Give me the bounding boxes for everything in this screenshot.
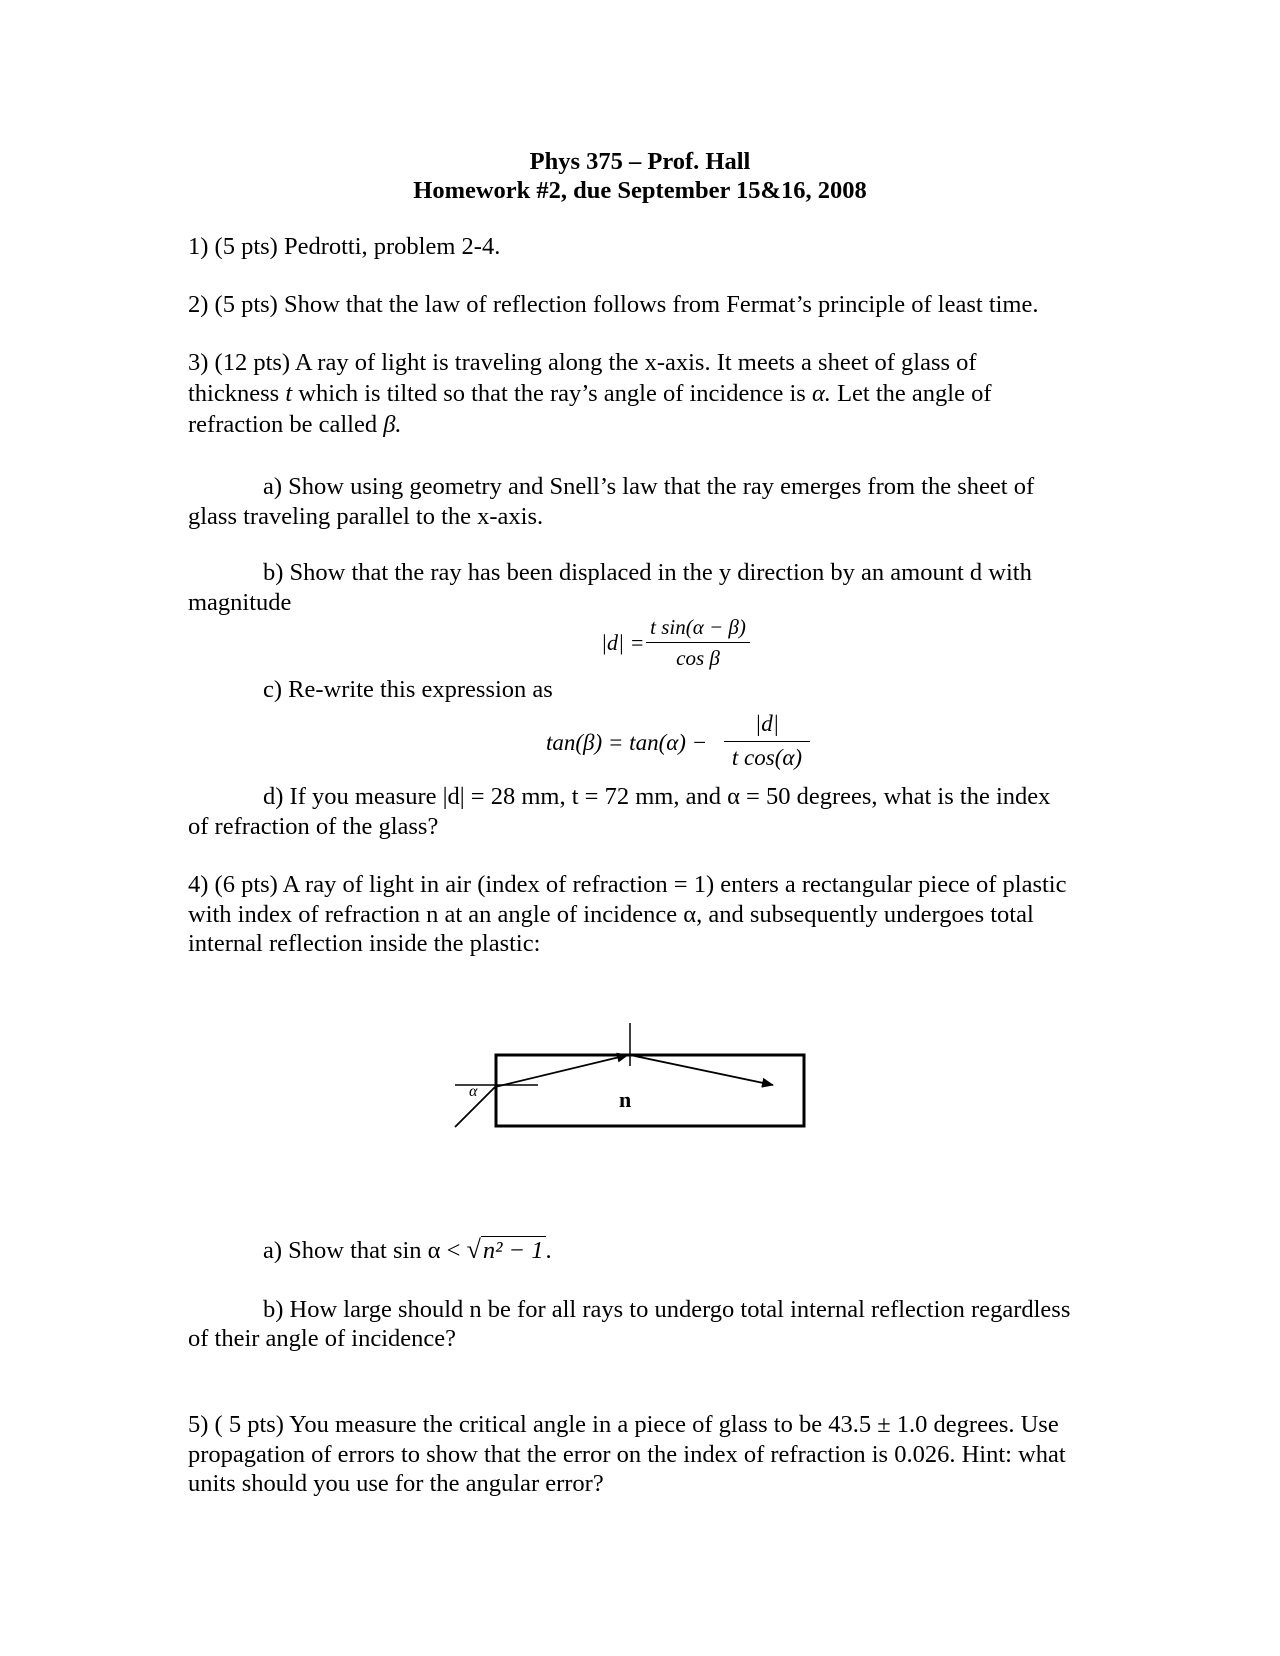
alpha-label: α [469,1083,478,1100]
problem-2: 2) (5 pts) Show that the law of reflection follows from Fermat’s principle of least time. [188,291,1039,318]
refracted-ray [495,1055,628,1087]
problem-3b-line-2: magnitude [188,589,292,616]
problem-5-line-1: 5) ( 5 pts) You measure the critical angle in a piece of glass to be 43.5 ± 1.0 degrees. Use [188,1411,1059,1438]
problem-4a-line: a) Show that sin α < √n² − 1. [263,1235,552,1264]
equation-2-numerator: |d| [754,711,780,736]
problem-3a-line-2: glass traveling parallel to the x-axis. [188,503,544,530]
equation-2-denominator: t cos(α) [731,745,803,770]
problem-1: 1) (5 pts) Pedrotti, problem 2-4. [188,233,501,260]
problem-5-line-3: units should you use for the angular error? [188,1470,604,1497]
reflected-ray [630,1055,773,1085]
assignment-title: Homework #2, due September 15&16, 2008 [413,177,867,204]
problem-3d-line-2: of refraction of the glass? [188,813,439,840]
problem-5-line-2: propagation of errors to show that the error on the index of refraction is 0.026. Hint: what [188,1441,1066,1468]
plastic-block [496,1055,804,1126]
index-n-label: n [619,1087,632,1112]
problem-3-line-1: 3) (12 pts) A ray of light is traveling along the x-axis. It meets a sheet of glass of [188,349,977,376]
equation-2-lhs: tan(β) = tan(α) − [546,730,708,755]
problem-3d-line-1: d) If you measure |d| = 28 mm, t = 72 mm, and α = 50 degrees, what is the index [263,783,1051,810]
problem-3c-line: c) Re-write this expression as [263,676,553,703]
problem-3a-line-1: a) Show using geometry and Snell’s law that the ray emerges from the sheet of [263,473,1035,500]
problem-3-line-3: refraction be called β. [188,411,402,438]
problem-4-line-3: internal reflection inside the plastic: [188,930,541,957]
problem-4-line-1: 4) (6 pts) A ray of light in air (index of refraction = 1) enters a rectangular piece of plastic [188,871,1067,898]
problem-3b-line-1: b) Show that the ray has been displaced in the y direction by an amount d with [263,559,1032,586]
problem-3-line-2: thickness t which is tilted so that the ray’s angle of incidence is α. Let the angle of [188,380,992,407]
equation-1-denominator: cos β [676,646,720,670]
problem-4b-line-2: of their angle of incidence? [188,1325,457,1352]
problem-4-line-2: with index of refraction n at an angle of incidence α, and subsequently undergoes total [188,901,1034,928]
problem-4b-line-1: b) How large should n be for all rays to undergo total internal reflection regardless [263,1296,1071,1323]
equation-1-lhs: |d| = [601,630,645,655]
equation-1-numerator: t sin(α − β) [650,615,746,639]
course-title: Phys 375 – Prof. Hall [529,148,751,175]
